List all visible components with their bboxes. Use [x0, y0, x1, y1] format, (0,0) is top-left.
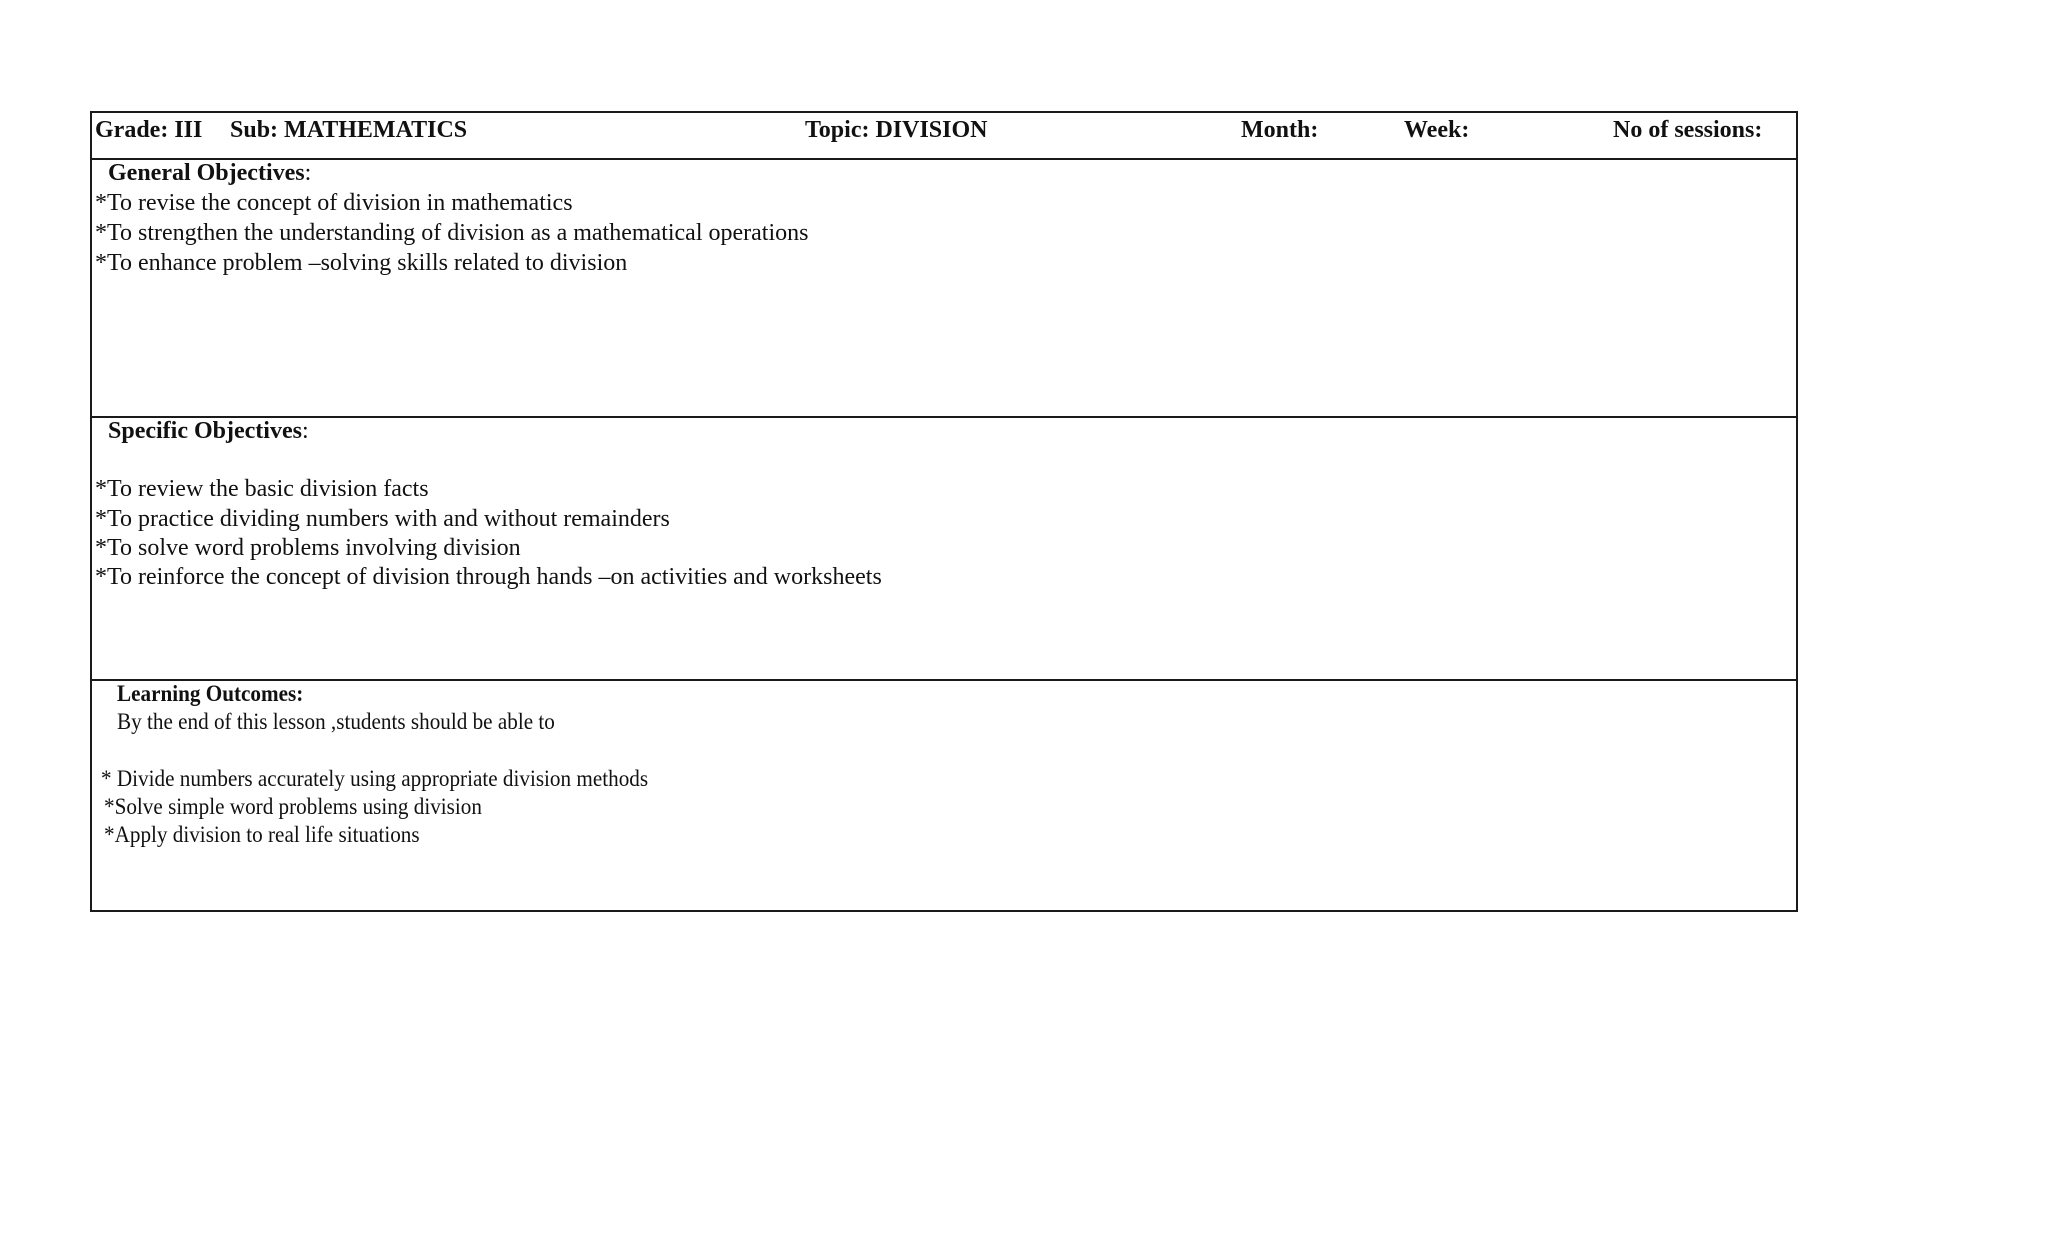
list-item: *To practice dividing numbers with and without remainders — [95, 506, 670, 532]
list-item: *To solve word problems involving division — [95, 535, 521, 561]
list-item: *Apply division to real life situations — [104, 822, 420, 847]
grade-label: Grade: III — [95, 117, 203, 143]
lesson-plan-table — [90, 111, 1798, 912]
learning-outcomes-section — [92, 681, 1796, 912]
list-item: *To strengthen the understanding of division as a mathematical operations — [95, 220, 809, 246]
learning-outcomes-intro: By the end of this lesson ,students should be able to — [117, 709, 555, 734]
specific-objectives-title: Specific Objectives: — [108, 418, 309, 444]
week-label: Week: — [1404, 117, 1470, 143]
list-item: *To review the basic division facts — [95, 476, 429, 502]
list-item: *To enhance problem –solving skills related to division — [95, 250, 628, 276]
specific-objectives-section — [92, 418, 1796, 681]
month-label: Month: — [1241, 117, 1319, 143]
topic-label: Topic: DIVISION — [805, 117, 988, 143]
general-objectives-section — [92, 160, 1796, 418]
header-row — [92, 113, 1796, 160]
subject-label: Sub: MATHEMATICS — [230, 117, 468, 143]
list-item: *To reinforce the concept of division through hands –on activities and worksheets — [95, 564, 882, 590]
list-item: *To revise the concept of division in mathematics — [95, 190, 573, 216]
learning-outcomes-title: Learning Outcomes: — [117, 681, 304, 706]
list-item: *Solve simple word problems using division — [104, 794, 482, 819]
general-objectives-title: General Objectives: — [108, 160, 312, 186]
list-item: * Divide numbers accurately using appropriate division methods — [101, 766, 649, 791]
sessions-label: No of sessions: — [1613, 117, 1763, 143]
